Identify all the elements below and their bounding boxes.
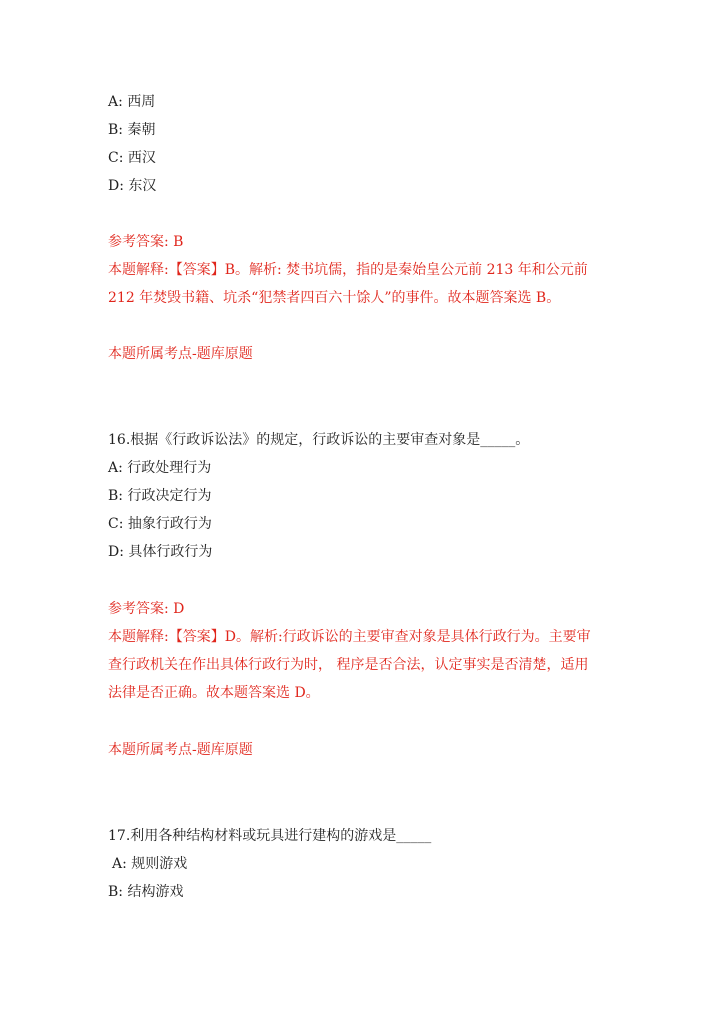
q15-source: 本题所属考点-题库原题 <box>108 346 253 362</box>
q17-option-a: A: 规则游戏 <box>112 856 188 872</box>
q15-explanation-line1: 本题解释:【答案】B。解析: 焚书坑儒，指的是秦始皇公元前 213 年和公元前 <box>108 262 588 278</box>
q15-option-b: B: 秦朝 <box>108 122 156 138</box>
q16-explanation-line1: 本题解释:【答案】D。解析:行政诉讼的主要审查对象是具体行政行为。主要审 <box>108 629 591 645</box>
q17-option-b: B: 结构游戏 <box>108 884 184 900</box>
q15-option-a: A: 西周 <box>108 94 156 110</box>
q16-explanation-line3: 法律是否正确。故本题答案选 D。 <box>108 685 320 701</box>
q16-question: 16.根据《行政诉讼法》的规定，行政诉讼的主要审查对象是_____。 <box>108 432 530 448</box>
q17-question: 17.利用各种结构材料或玩具进行建构的游戏是_____ <box>108 828 432 844</box>
q16-explanation-line2: 查行政机关在作出具体行政行为时， 程序是否合法，认定事实是否清楚，适用 <box>108 657 589 673</box>
q16-option-b: B: 行政决定行为 <box>108 488 212 504</box>
q15-answer: 参考答案: B <box>108 234 184 250</box>
q15-option-c: C: 西汉 <box>108 150 156 166</box>
q16-option-d: D: 具体行政行为 <box>108 544 213 560</box>
q15-option-d: D: 东汉 <box>108 178 157 194</box>
q16-option-c: C: 抽象行政行为 <box>108 516 212 532</box>
q15-explanation-line2: 212 年焚毁书籍、坑杀“犯禁者四百六十馀人”的事件。故本题答案选 B。 <box>108 290 561 306</box>
q16-answer: 参考答案: D <box>108 601 185 617</box>
q16-source: 本题所属考点-题库原题 <box>108 742 253 758</box>
q16-option-a: A: 行政处理行为 <box>108 460 212 476</box>
